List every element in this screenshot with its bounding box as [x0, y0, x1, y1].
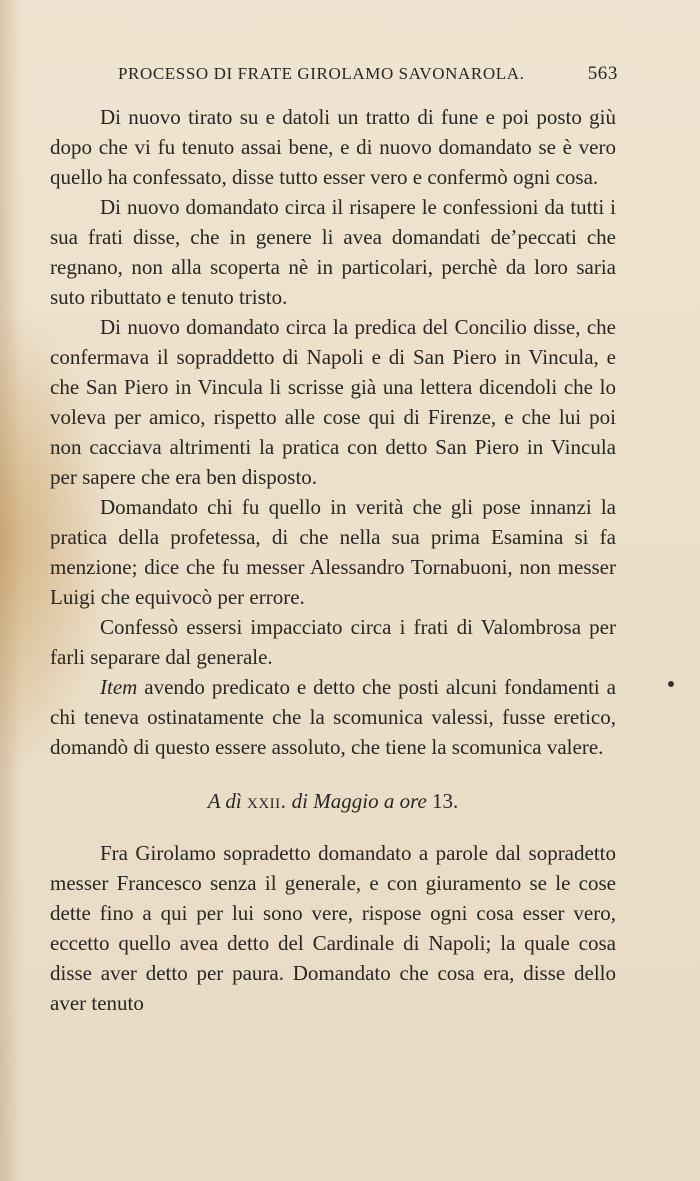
item-lead: Item: [100, 675, 138, 699]
paragraph-final: Fra Girolamo sopradetto domandato a parole dal sopradetto messer Francesco senza il generale, e con giuramento se le cose dette fino a qui per lui sono vere, rispose ogni cosa esser vero, eccetto quello avea detto del Cardinale di Napoli; la quale cosa disse aver detto per paura. Domandato che cosa era, disse dello aver tenuto: [50, 841, 616, 1015]
running-head: [118, 64, 618, 94]
body-text: [50, 102, 616, 1018]
paragraph-item: [50, 672, 616, 762]
date-hour: 13.: [432, 789, 459, 813]
item-rest: avendo predicato e detto che posti alcuni fondamenti a chi teneva ostinatamente che la scomunica valessi, fusse eretico, domandò di questo essere assoluto, che tiene la scomunica valere.: [50, 675, 616, 759]
ink-speck: [668, 681, 674, 687]
paragraph-confessions: Di nuovo domandato circa il risapere le confessioni da tutti i sua frati disse, che in genere li avea domandati de’peccati che regnano, non alla scoperta nè in particolari, perchè da loro saria suto ributtato e tenuto tristo.: [50, 195, 616, 309]
running-title: PROCESSO DI FRATE GIROLAMO SAVONAROLA.: [118, 64, 525, 83]
date-prefix: A dì: [207, 789, 247, 813]
paragraph-council: Di nuovo domandato circa la predica del Concilio disse, che confermava il sopraddetto di Napoli e di San Piero in Vincula, e che San Piero in Vincula li scrisse già una lettera dicendoli che lo voleva per amico, rispetto alle cose qui di Firenze, e che lui poi non cacciava altrimenti la pratica con detto San Piero in Vincula per sapere che era ben disposto.: [50, 315, 616, 489]
date-heading: [50, 786, 616, 816]
date-middle: di Maggio a ore: [286, 789, 433, 813]
page-number: 563: [587, 63, 618, 84]
date-day: xxii.: [247, 789, 287, 813]
paragraph-valombrosa: Confessò essersi impacciato circa i frati di Valombrosa per farli separare dal generale.: [50, 615, 616, 669]
paragraph-prophetess: Domandato chi fu quello in verità che gli pose innanzi la pratica della profetessa, di che nella sua prima Esamina si fa menzione; dice che fu messer Alessandro Tornabuoni, non messer Luigi che equivocò per errore.: [50, 495, 616, 609]
paragraph-torture: Di nuovo tirato su e datoli un tratto di fune e poi posto giù dopo che vi fu tenuto assai bene, e di nuovo domandato se è vero quello ha confessato, disse tutto esser vero e confermò ogni cosa.: [50, 105, 616, 189]
